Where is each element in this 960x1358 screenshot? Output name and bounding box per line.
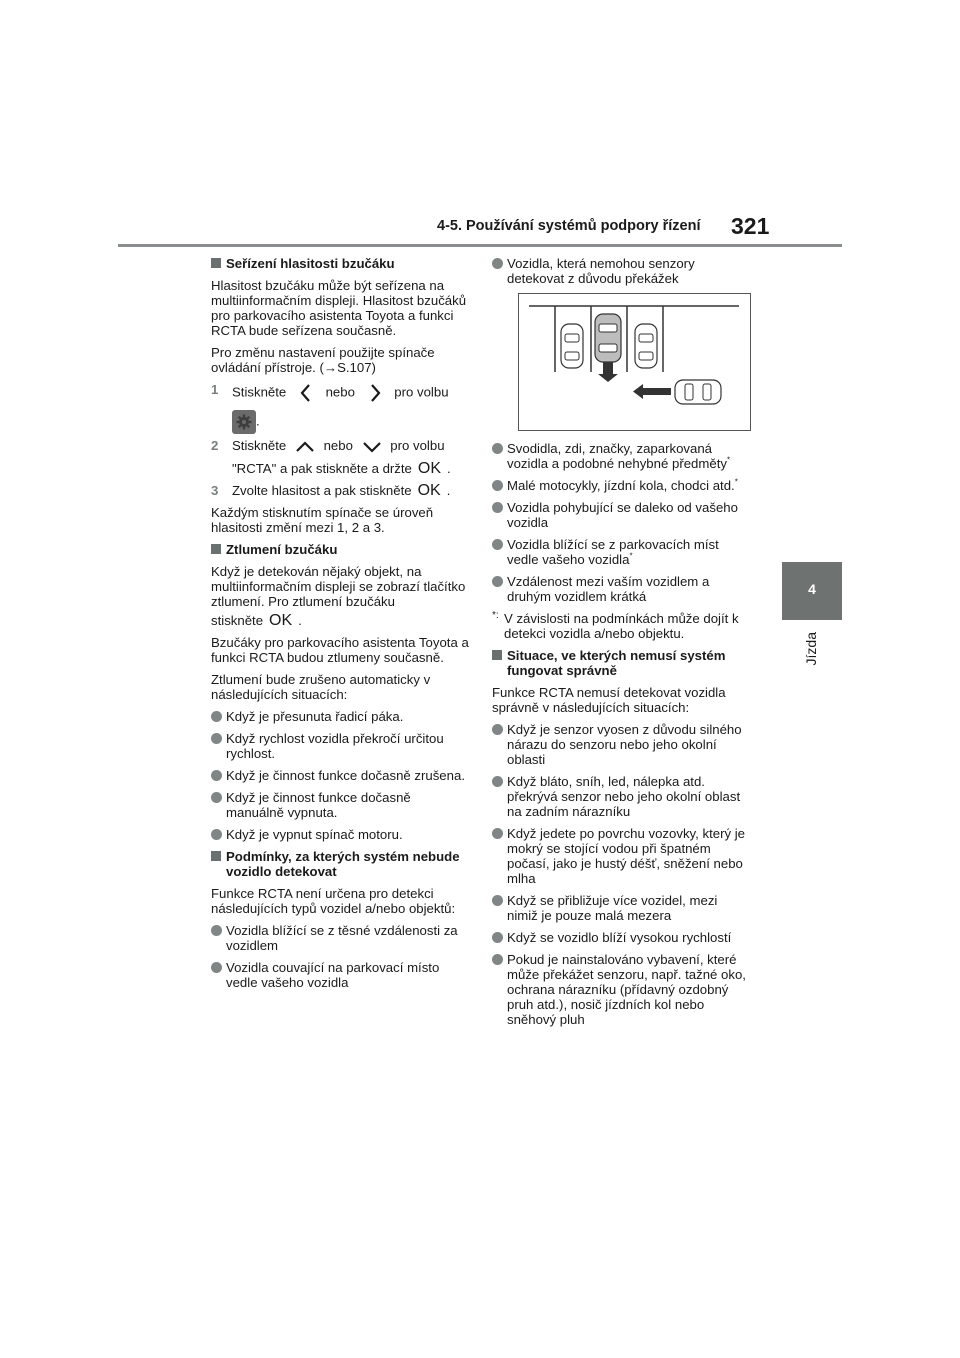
chevron-right-icon [364, 382, 386, 404]
ok-button-symbol: OK [417, 459, 442, 477]
ok-button-symbol: OK [269, 611, 293, 629]
bullet-dot-icon [492, 724, 503, 735]
section-heading: Seřízení hlasitosti bzučáku [211, 256, 469, 271]
footnote: *: V závislosti na podmínkách může dojít k detekci vozidla a/nebo objektu. [492, 610, 739, 641]
list-item: Když se přibližuje více vozidel, mezi nimiž je pouze malá mezera [492, 893, 750, 923]
bullet-dot-icon [492, 576, 503, 587]
bullet-dot-icon [492, 539, 503, 550]
parking-illustration [519, 294, 750, 430]
list-item: Když je vypnut spínač motoru. [211, 827, 469, 842]
paragraph: Pro změnu nastavení použijte spínače ovládání přístroje. (→S.107) [211, 345, 435, 375]
chevron-down-icon [361, 439, 383, 455]
bullet-dot-icon [211, 925, 222, 936]
bullet-dot-icon [492, 895, 503, 906]
chevron-up-icon [294, 439, 316, 455]
chevron-left-icon [295, 382, 317, 404]
parking-diagram [518, 293, 751, 431]
bullet-dot-icon [492, 954, 503, 965]
bullet-dot-icon [211, 770, 222, 781]
ok-button-symbol: OK [417, 481, 441, 499]
paragraph: Když je detekován nějaký objekt, na multiinformačním displeji se zobrazí tlačítko ztlumení. Pro ztlumení bzučáku [211, 563, 466, 609]
list-item: Když je senzor vyosen z důvodu silného nárazu do senzoru nebo jeho okolní oblasti [492, 722, 750, 767]
paragraph: Hlasitost bzučáku může být seřízena na multiinformačním displeji. Hlasitost bzučáků pro parkovacího asistenta Toyota a funkci RCTA bude seřízena současně. [211, 278, 467, 338]
paragraph: Bzučáky pro parkovacího asistenta Toyota a funkci RCTA budou ztlumeny současně. [211, 634, 469, 665]
paragraph: Každým stisknutím spínače se úroveň hlasitosti změní mezi 1, 2 a 3. [211, 504, 434, 535]
bullet-dot-icon [492, 932, 503, 943]
list-item: Když se vozidlo blíží vysokou rychlostí [492, 930, 750, 945]
bullet-dot-icon [492, 776, 503, 787]
paragraph: Ztlumení bude zrušeno automaticky v následujících situacích: [211, 671, 431, 702]
bullet-dot-icon [211, 733, 222, 744]
list-item: Když bláto, sníh, led, nálepka atd. překrývá senzor nebo jeho okolní oblast na zadním nárazníku [492, 774, 750, 819]
square-bullet-icon [211, 544, 221, 554]
step-3: 3 Zvolte hlasitost a pak stiskněte OK . [211, 481, 451, 499]
section-title: 4-5. Používání systémů podpory řízení [437, 218, 701, 234]
list-item: Když je přesunuta řadicí páka. [211, 709, 469, 724]
list-item: Vozidla blížící se z těsné vzdálenosti za vozidlem [211, 923, 469, 953]
list-item: Když jedete po povrchu vozovky, který je mokrý se stojící vodou při špatném počasí, jako je hustý déšť, sněžení nebo mlha [492, 826, 750, 886]
bullet-dot-icon [492, 828, 503, 839]
list-item: Svodidla, zdi, značky, zaparkovaná vozidla a podobné nehybné předměty* [492, 441, 750, 471]
list-item: Když rychlost vozidla překročí určitou rychlost. [211, 731, 469, 761]
bullet-dot-icon [492, 443, 503, 454]
section-heading: Podmínky, za kterých systém nebude vozidlo detekovat [211, 849, 469, 879]
list-item: Když je činnost funkce dočasně zrušena. [211, 768, 469, 783]
left-column [211, 256, 469, 997]
list-item: Vzdálenost mezi vaším vozidlem a druhým vozidlem krátká [492, 574, 750, 604]
right-column [492, 256, 750, 1034]
chapter-label: Jízda [803, 632, 819, 666]
bullet-dot-icon [492, 502, 503, 513]
step-2: 2 Stiskněte nebo pro volbu "RCTA" a pak stiskněte a držte OK . [211, 438, 451, 477]
settings-gear-icon [232, 410, 256, 434]
paragraph: stiskněte OK . [211, 611, 302, 629]
header-divider [118, 244, 842, 247]
bullet-dot-icon [211, 962, 222, 973]
list-item: Vozidla pohybující se daleko od vašeho vozidla [492, 500, 750, 530]
list-item: Vozidla couvající na parkovací místo vedle vašeho vozidla [211, 960, 469, 990]
chapter-number: 4 [808, 581, 816, 597]
paragraph: Funkce RCTA nemusí detekovat vozidla správně v následujících situacích: [492, 685, 726, 715]
step-1: 1 Stiskněte nebo pro volbu . [211, 382, 469, 434]
list-item: Když je činnost funkce dočasně manuálně vypnuta. [211, 790, 469, 820]
square-bullet-icon [211, 258, 221, 268]
list-item: Malé motocykly, jízdní kola, chodci atd.* [492, 478, 750, 493]
bullet-dot-icon [211, 829, 222, 840]
bullet-dot-icon [211, 792, 222, 803]
list-item: Vozidla, která nemohou senzory detekovat z důvodu překážek [492, 256, 750, 286]
bullet-dot-icon [211, 711, 222, 722]
square-bullet-icon [492, 650, 502, 660]
section-heading: Situace, ve kterých nemusí systém fungovat správně [492, 648, 750, 678]
bullet-dot-icon [492, 480, 503, 491]
section-heading: Ztlumení bzučáku [211, 542, 469, 557]
list-item: Pokud je nainstalováno vybavení, které může překážet senzoru, např. tažné oko, ochrana nárazníku (přídavný ozdobný pruh atd.), nosič jízdních kol nebo sněhový pluh [492, 952, 750, 1027]
page-number: 321 [731, 213, 770, 239]
square-bullet-icon [211, 851, 221, 861]
bullet-dot-icon [492, 258, 503, 269]
paragraph: Funkce RCTA není určena pro detekci následujících typů vozidel a/nebo objektů: [211, 885, 456, 916]
list-item: Vozidla blížící se z parkovacích míst vedle vašeho vozidla* [492, 537, 750, 567]
chapter-tab [782, 562, 842, 620]
